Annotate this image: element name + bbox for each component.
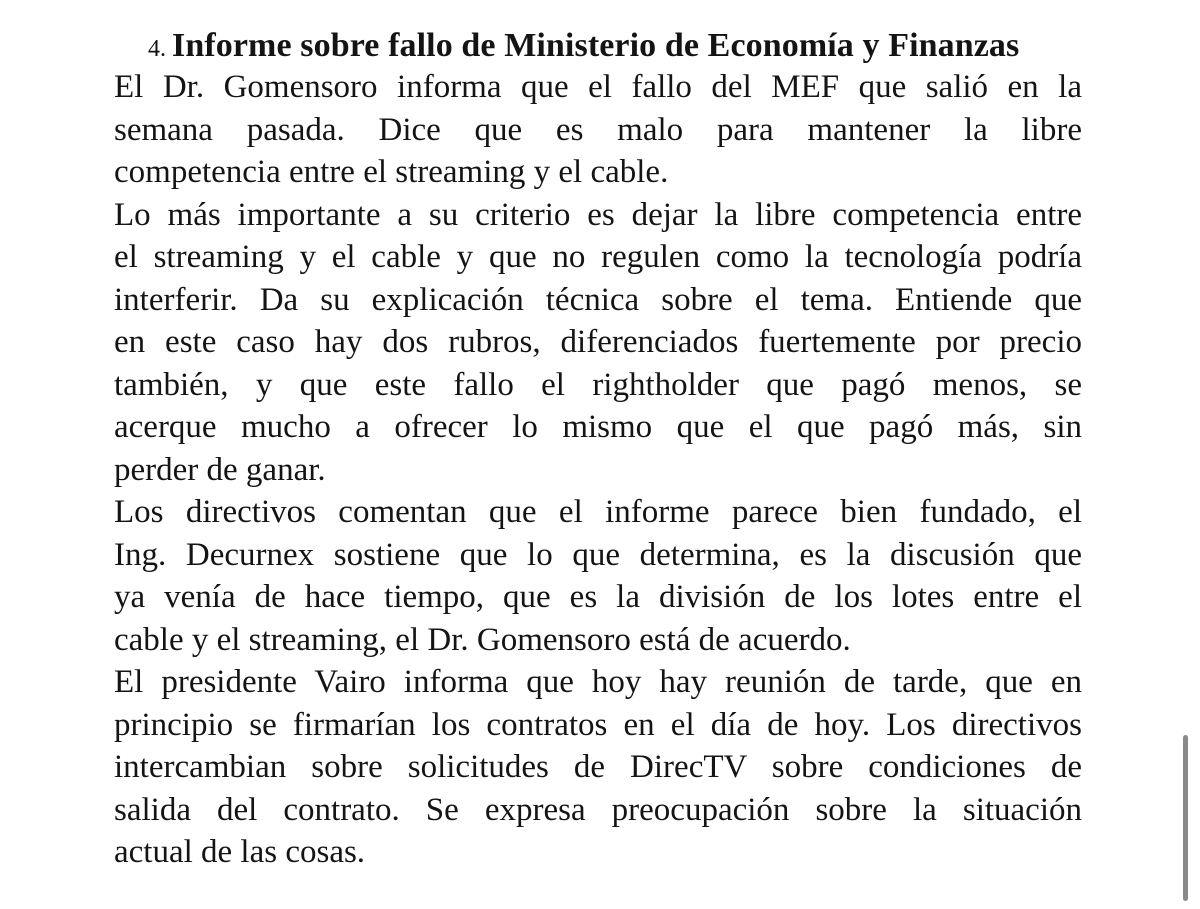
text-line: salida del contrato. Se expresa preocupación sobre la situación — [114, 791, 1082, 828]
text-line: el streaming y el cable y que no regulen como la tecnología podría — [114, 239, 1082, 275]
section-title: Informe sobre fallo de Ministerio de Economía y Finanzas — [172, 27, 1020, 64]
paragraph-mef-ruling — [114, 66, 1082, 194]
text-line: semana pasada. Dice que es malo para mantener la libre — [114, 111, 1082, 148]
text-line: El presidente Vairo informa que hoy hay reunión de tarde, que en — [114, 664, 1082, 700]
text-line: ya venía de hace tiempo, que es la división de los lotes entre el — [114, 579, 1082, 615]
text-line: intercambian sobre solicitudes de DirecTV sobre condiciones de — [114, 749, 1082, 785]
section-number: 4. — [148, 36, 166, 62]
text-line: perder de ganar. — [114, 451, 326, 488]
text-line: interferir. Da su explicación técnica sobre el tema. Entiende que — [114, 281, 1082, 318]
text-line: Lo más importante a su criterio es dejar la libre competencia entre — [114, 196, 1082, 233]
text-line: acerque mucho a ofrecer lo mismo que el que pagó más, sin — [114, 409, 1082, 445]
text-line: cable y el streaming, el Dr. Gomensoro está de acuerdo. — [114, 621, 851, 658]
document-body — [114, 66, 1082, 874]
text-line: competencia entre el streaming y el cable. — [114, 154, 669, 190]
text-line: también, y que este fallo el rightholder que pagó menos, se — [114, 366, 1082, 403]
paragraph-directors-comments — [114, 491, 1082, 661]
scrollbar-thumb[interactable] — [1183, 735, 1188, 901]
text-line: El Dr. Gomensoro informa que el fallo del MEF que salió en la — [114, 69, 1082, 105]
text-line: en este caso hay dos rubros, diferenciados fuertemente por precio — [114, 324, 1082, 360]
text-line: actual de las cosas. — [114, 834, 366, 870]
paragraph-president-report — [114, 661, 1082, 874]
paragraph-free-competition — [114, 194, 1082, 492]
text-line: principio se firmarían los contratos en el día de hoy. Los directivos — [114, 706, 1082, 743]
text-line: Los directivos comentan que el informe parece bien fundado, el — [114, 494, 1082, 530]
text-line: Ing. Decurnex sostiene que lo que determina, es la discusión que — [114, 536, 1082, 573]
